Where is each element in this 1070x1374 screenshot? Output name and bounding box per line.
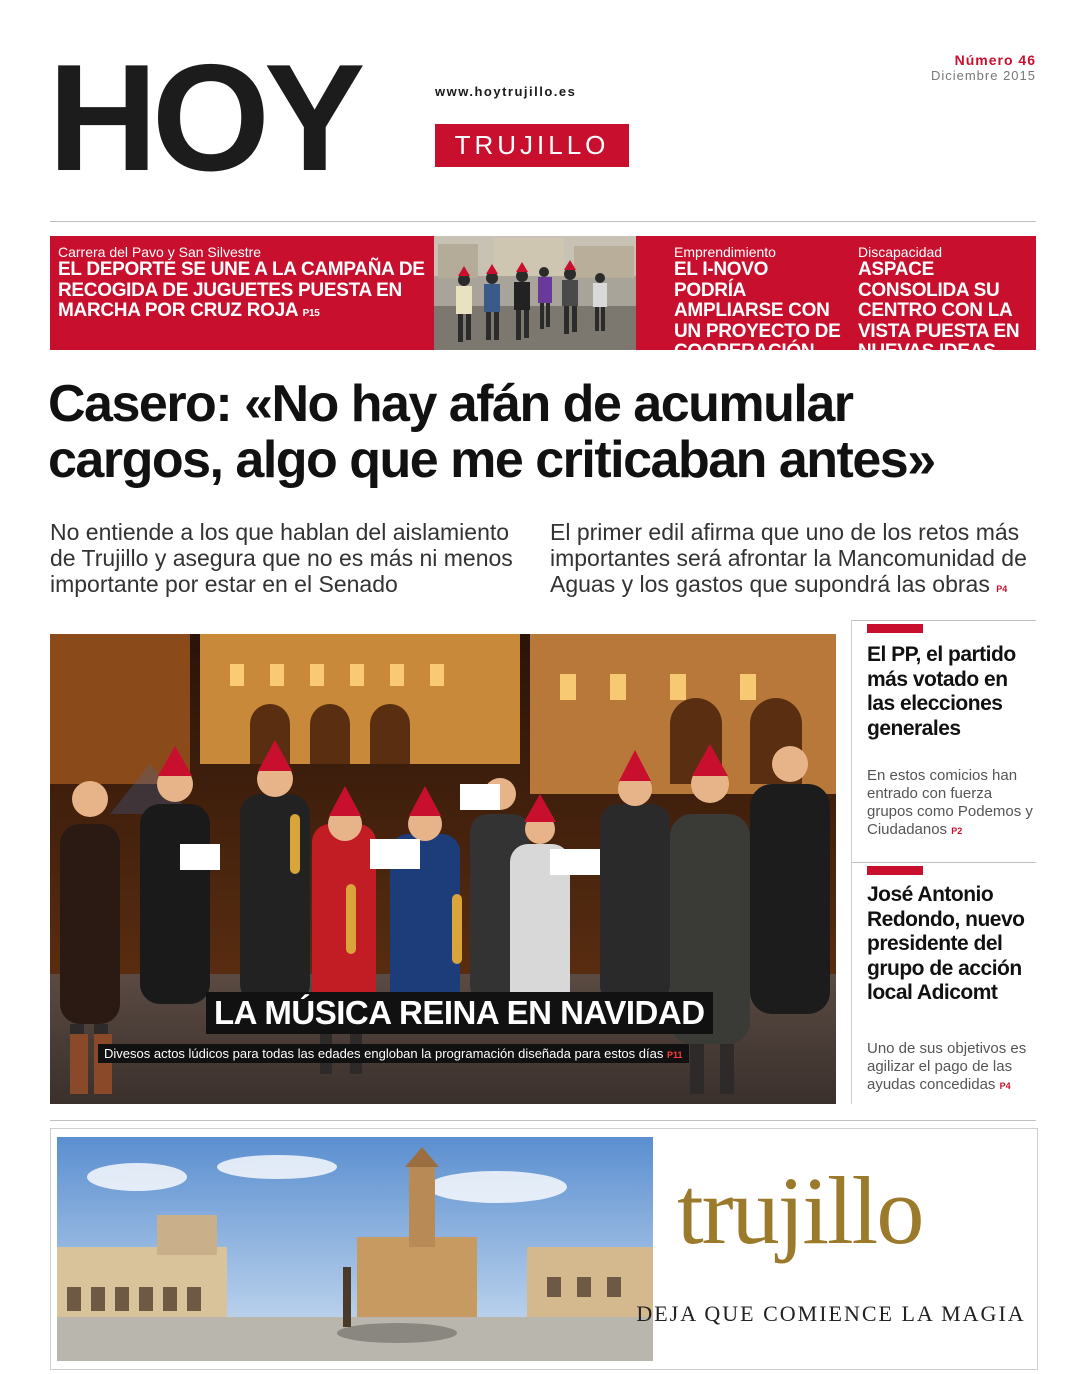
sidebar-text: Uno de sus objetivos es agilizar el pago de las ayudas concedidas P4: [867, 1039, 1027, 1093]
accent-bar: [867, 624, 923, 633]
lead-deck-left: No entiende a los que hablan del aislamiento de Trujillo y asegura que no es más ni menos importante por estar en el Senado: [50, 519, 513, 597]
divider: [852, 620, 1036, 621]
promo-photo-runners[interactable]: [434, 236, 636, 350]
ad-logo: trujillo: [677, 1157, 923, 1264]
promo-kicker: Carrera del Pavo y San Silvestre: [58, 244, 262, 260]
promo-title: EL DEPORTE SE UNE A LA CAMPAÑA DE RECOGIDA DE JUGUETES PUESTA EN MARCHA POR CRUZ ROJA P15: [58, 259, 425, 321]
issue-number: Número 46: [954, 52, 1036, 68]
accent-bar: [867, 866, 923, 875]
lead-deck-right: El primer edil afirma que uno de los retos más importantes será afrontar la Mancomunidad de Aguas y los gastos que supondrá las obras P4: [550, 519, 1027, 597]
divider: [852, 862, 1036, 863]
photo-title: LA MÚSICA REINA EN NAVIDAD: [206, 992, 713, 1034]
page-ref: P7: [819, 349, 831, 360]
runners-image: [434, 236, 636, 350]
sidebar-item-adicomt[interactable]: [851, 866, 1036, 1095]
promo-kicker: Discapacidad: [858, 244, 943, 260]
promo-kicker: Emprendimiento: [674, 244, 776, 260]
sidebar-title: El PP, el partido más votado en las elecciones generales: [867, 643, 1016, 740]
issue-date: Diciembre 2015: [930, 68, 1036, 83]
main-photo-story[interactable]: [50, 634, 836, 1104]
promo-item-deporte[interactable]: [58, 236, 430, 325]
page-ref: P2: [951, 826, 963, 836]
promo-item-emprendimiento[interactable]: [674, 236, 844, 366]
page-ref: P11: [666, 1050, 683, 1060]
page-ref: P4: [999, 1080, 1011, 1091]
ad-photo-plaza: [57, 1137, 653, 1361]
masthead-logo: HOY: [48, 33, 360, 203]
page-ref: P12: [1000, 349, 1018, 360]
promo-title: EL I-NOVO PODRÍA AMPLIARSE CON UN PROYECTO DE COOPERACIÓN P7: [674, 259, 841, 362]
photo-caption: Divesos actos lúdicos para todas las edades engloban la programación diseñada para estos días P11: [98, 1044, 689, 1063]
lead-headline[interactable]: Casero: «No hay afán de acumular cargos, algo que me criticaban antes»: [48, 375, 935, 489]
divider: [50, 221, 1036, 222]
issue-info: [931, 52, 1036, 83]
divider: [50, 1120, 1036, 1121]
advertisement[interactable]: [50, 1128, 1038, 1370]
sidebar-text: En estos comicios han entrado con fuerza grupos como Podemos y Ciudadanos P2: [867, 767, 1033, 838]
page-ref: P15: [302, 308, 320, 319]
site-url[interactable]: www.hoytrujillo.es: [435, 84, 577, 99]
edition-badge: TRUJILLO: [435, 124, 629, 167]
sidebar-title: José Antonio Redondo, nuevo presidente del grupo de acción local Adicomt: [867, 883, 1025, 1004]
ad-slogan: DEJA QUE COMIENCE LA MAGIA: [636, 1301, 1026, 1326]
promo-item-discapacidad[interactable]: [858, 236, 1030, 366]
promo-title: ASPACE CONSOLIDA SU CENTRO CON LA VISTA PUESTA EN NUEVAS IDEAS P12: [858, 259, 1020, 362]
sidebar-item-pp[interactable]: [851, 624, 1036, 840]
promo-band: [50, 236, 1036, 362]
plaza-image: [57, 1137, 653, 1361]
page-ref: P4: [996, 584, 1008, 594]
